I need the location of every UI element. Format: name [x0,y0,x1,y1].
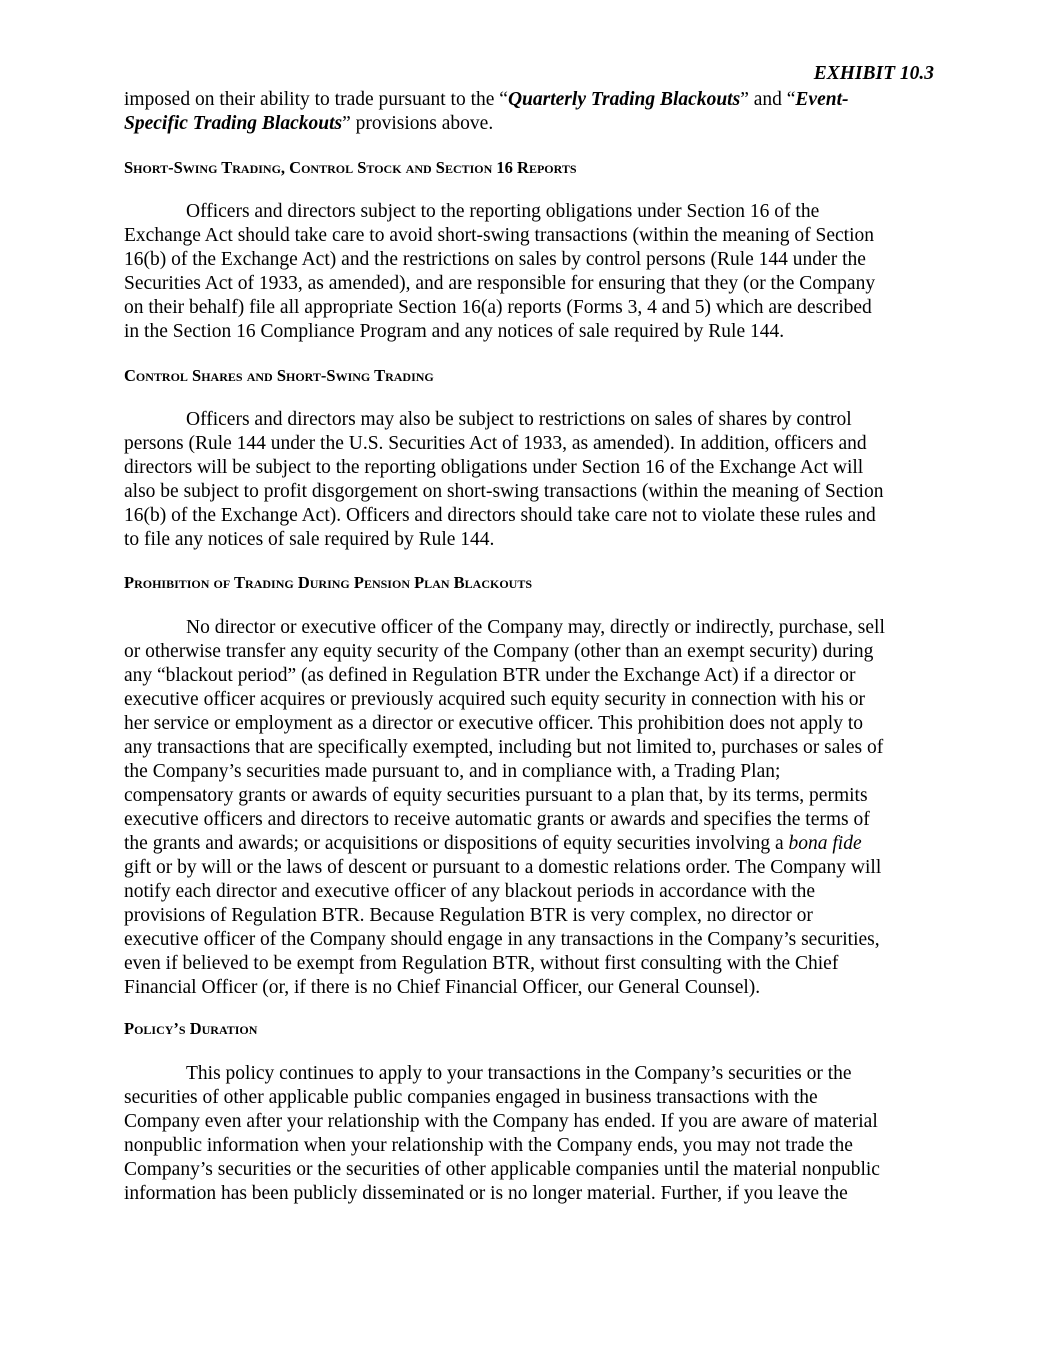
paragraph-line: to file any notices of sale required by Rule 144. [124,529,495,550]
section-paragraph-control-shares [124,408,934,552]
paragraph-line: Financial Officer (or, if there is no Chief Financial Officer, our General Counsel). [124,977,761,998]
paragraph-line: 16(b) of the Exchange Act) and the restrictions on sales by control persons (Rule 144 under the [124,249,866,270]
paragraph-line [124,616,934,640]
paragraph-line [124,200,934,224]
line-text: the grants and awards; or acquisitions or dispositions of equity securities involving a [124,833,789,854]
event-specific-term-part2: Specific Trading Blackouts [124,113,343,134]
line-text: No director or executive officer of the Company may, directly or indirectly, purchase, sell [186,617,885,638]
paragraph-line: executive officers and directors to receive automatic grants or awards and specifies the terms of [124,809,870,830]
paragraph-line: her service or employment as a director or executive officer. This prohibition does not apply to [124,713,863,734]
paragraph-line: nonpublic information when your relationship with the Company ends, you may not trade the [124,1135,853,1156]
bona-fide-term: bona fide [788,833,862,854]
section-heading-policy-duration: Policy’s Duration [124,1019,258,1038]
intro-text: imposed on their ability to trade pursuant to the “ [124,89,508,110]
paragraph-line: directors will be subject to the reporting obligations under Section 16 of the Exchange Act will [124,457,864,478]
event-specific-term-part1: Event- [795,89,849,110]
intro-paragraph [124,88,934,136]
intro-text: ” provisions above. [342,113,494,134]
intro-text: ” and “ [740,89,796,110]
paragraph-line: securities of other applicable public companies engaged in business transactions with the [124,1087,818,1108]
paragraph-line: executive officer acquires or previously acquired such equity security in connection with his or [124,689,865,710]
quarterly-blackouts-term: Quarterly Trading Blackouts [507,89,741,110]
paragraph-line: Exchange Act should take care to avoid short-swing transactions (within the meaning of Section [124,225,875,246]
line-text: Officers and directors subject to the reporting obligations under Section 16 of the [186,201,820,222]
paragraph-line: Company even after your relationship with the Company has ended. If you are aware of material [124,1111,878,1132]
line-text: This policy continues to apply to your transactions in the Company’s securities or the [186,1063,852,1084]
line-text: Officers and directors may also be subject to restrictions on sales of shares by control [186,409,852,430]
paragraph-line: any transactions that are specifically exempted, including but not limited to, purchases or sales of [124,737,884,758]
paragraph-line: compensatory grants or awards of equity securities pursuant to a plan that, by its terms, permits [124,785,868,806]
paragraph-line: 16(b) of the Exchange Act). Officers and directors should take care not to violate these rules and [124,505,876,526]
paragraph-line: any “blackout period” (as defined in Regulation BTR under the Exchange Act) if a director or [124,665,856,686]
intro-line-1 [124,88,934,112]
paragraph-line [124,1062,934,1086]
section-paragraph-policy-duration [124,1062,934,1206]
paragraph-line [124,408,934,432]
section-heading-control-shares: Control Shares and Short-Swing Trading [124,366,434,385]
intro-line-2 [124,112,934,136]
paragraph-line: gift or by will or the laws of descent or pursuant to a domestic relations order. The Company will [124,857,882,878]
paragraph-line: or otherwise transfer any equity security of the Company (other than an exempt security) during [124,641,874,662]
paragraph-line: in the Section 16 Compliance Program and any notices of sale required by Rule 144. [124,321,785,342]
exhibit-label: EXHIBIT 10.3 [813,63,934,84]
section-paragraph-short-swing [124,200,934,344]
section-heading-pension-blackouts: Prohibition of Trading During Pension Plan Blackouts [124,573,532,592]
paragraph-line: executive officer of the Company should engage in any transactions in the Company’s securities, [124,929,880,950]
section-paragraph-pension-blackouts [124,616,934,1000]
section-heading-short-swing: Short-Swing Trading, Control Stock and Section 16 Reports [124,158,577,177]
paragraph-line: also be subject to profit disgorgement on short-swing transactions (within the meaning of Section [124,481,884,502]
paragraph-line: persons (Rule 144 under the U.S. Securities Act of 1933, as amended). In addition, officers and [124,433,867,454]
paragraph-line [124,832,934,856]
paragraph-line: notify each director and executive officer of any blackout periods in accordance with the [124,881,816,902]
paragraph-line: provisions of Regulation BTR. Because Regulation BTR is very complex, no director or [124,905,813,926]
paragraph-line: information has been publicly disseminated or is no longer material. Further, if you leave the [124,1183,848,1204]
paragraph-line: Securities Act of 1933, as amended), and are responsible for ensuring that they (or the Company [124,273,876,294]
paragraph-line: the Company’s securities made pursuant to, and in compliance with, a Trading Plan; [124,761,781,782]
paragraph-line: even if believed to be exempt from Regulation BTR, without first consulting with the Chief [124,953,839,974]
paragraph-line: Company’s securities or the securities of other applicable companies until the material nonpublic [124,1159,880,1180]
paragraph-line: on their behalf) file all appropriate Section 16(a) reports (Forms 3, 4 and 5) which are described [124,297,872,318]
